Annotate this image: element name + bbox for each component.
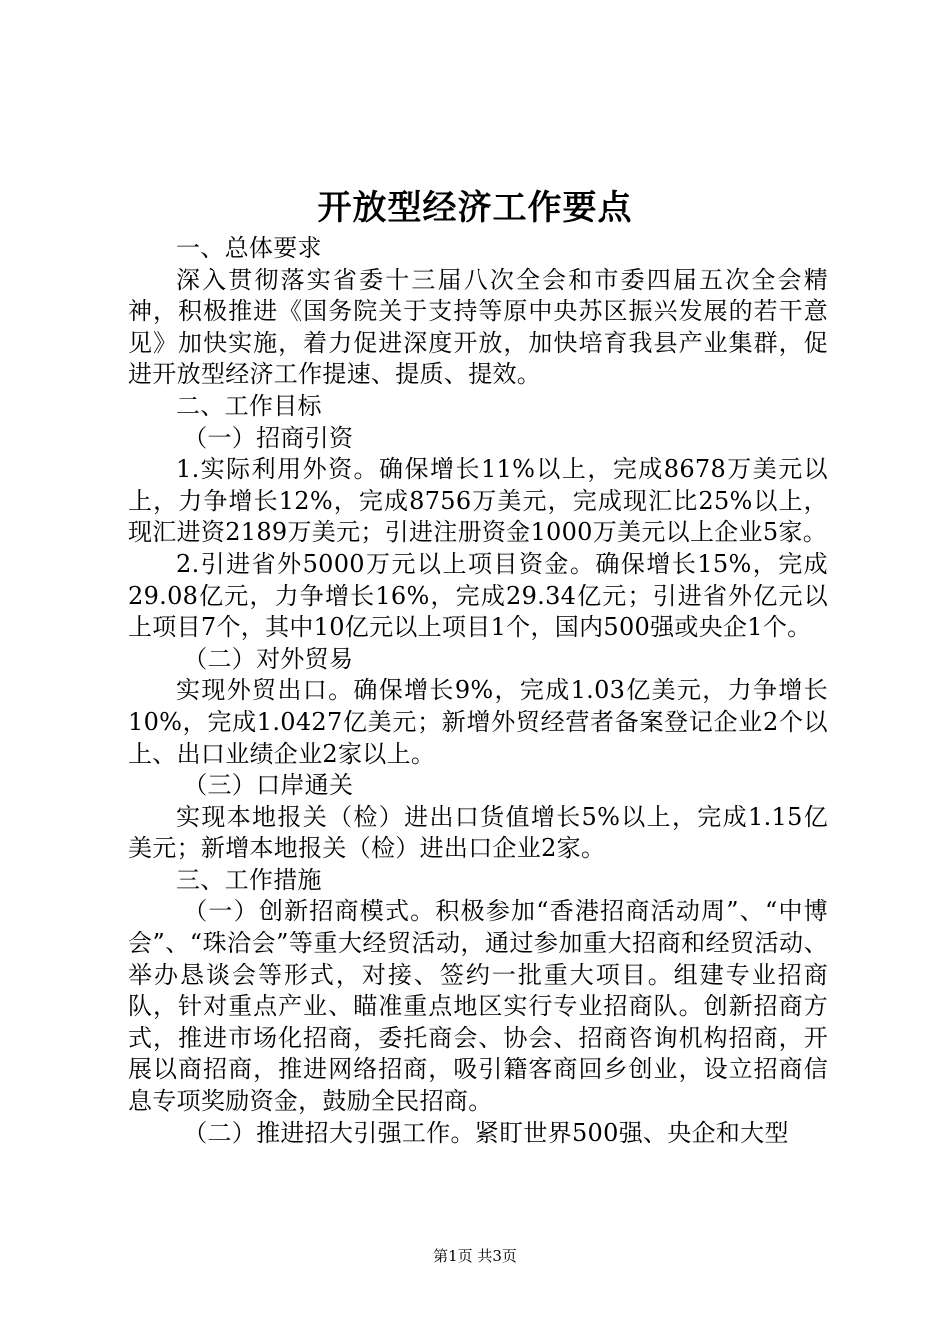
subheading-foreign-trade: （二）对外贸易 bbox=[183, 644, 354, 673]
paragraph-general-requirements: 深入贯彻落实省委十三届八次全会和市委四届五次全会精神，积极推进《国务院关于支持等原中央苏区振兴发展的若干意见》加快实施，着力促进深度开放，加快培育我县产业集群，促进开放型经济工作提速、提质、提效。 bbox=[128, 265, 828, 389]
section-heading-work-goals: 二、工作目标 bbox=[176, 391, 322, 420]
paragraph-foreign-capital: 1.实际利用外资。确保增长11%以上，完成8678万美元以上，力争增长12%，完成8756万美元，完成现汇比25%以上，现汇进资2189万美元；引进注册资金1000万美元以上企业5家。 bbox=[128, 455, 828, 547]
page-number-footer: 第1页 共3页 bbox=[433, 1247, 517, 1265]
subheading-port-customs: （三）口岸通关 bbox=[183, 771, 354, 800]
paragraph-foreign-trade: 实现外贸出口。确保增长9%，完成1.03亿美元，力争增长10%，完成1.0427亿美元；新增外贸经营者备案登记企业2个以上、出口业绩企业2家以上。 bbox=[128, 676, 828, 768]
subheading-investment-attraction: （一）招商引资 bbox=[183, 423, 354, 452]
paragraph-port-customs: 实现本地报关（检）进出口货值增长5%以上，完成1.15亿美元；新增本地报关（检）进出口企业2家。 bbox=[128, 802, 828, 863]
paragraph-innovative-investment-model: （一）创新招商模式。积极参加“香港招商活动周”、“中博会”、“珠洽会”等重大经贸活动，通过参加重大招商和经贸活动、举办恳谈会等形式，对接、签约一批重大项目。组建专业招商队，针对重点产业、瞄准重点地区实行专业招商队。创新招商方式，推进市场化招商，委托商会、协会、招商咨询机构招商，开展以商招商，推进网络招商，吸引籍客商回乡创业，设立招商信息专项奖励资金，鼓励全民招商。 bbox=[128, 897, 828, 1116]
section-heading-general-requirements: 一、总体要求 bbox=[176, 234, 322, 262]
document-body bbox=[128, 233, 828, 1149]
paragraph-out-of-province-funds: 2.引进省外5000万元以上项目资金。确保增长15%，完成29.08亿元，力争增长16%，完成29.34亿元；引进省外亿元以上项目7个，其中10亿元以上项目1个，国内500强或央企1个。 bbox=[128, 549, 828, 642]
section-heading-work-measures: 三、工作措施 bbox=[176, 865, 322, 894]
document-title: 开放型经济工作要点 bbox=[317, 188, 633, 228]
paragraph-attract-big-and-strong: （二）推进招大引强工作。紧盯世界500强、央企和大型 bbox=[183, 1118, 789, 1147]
